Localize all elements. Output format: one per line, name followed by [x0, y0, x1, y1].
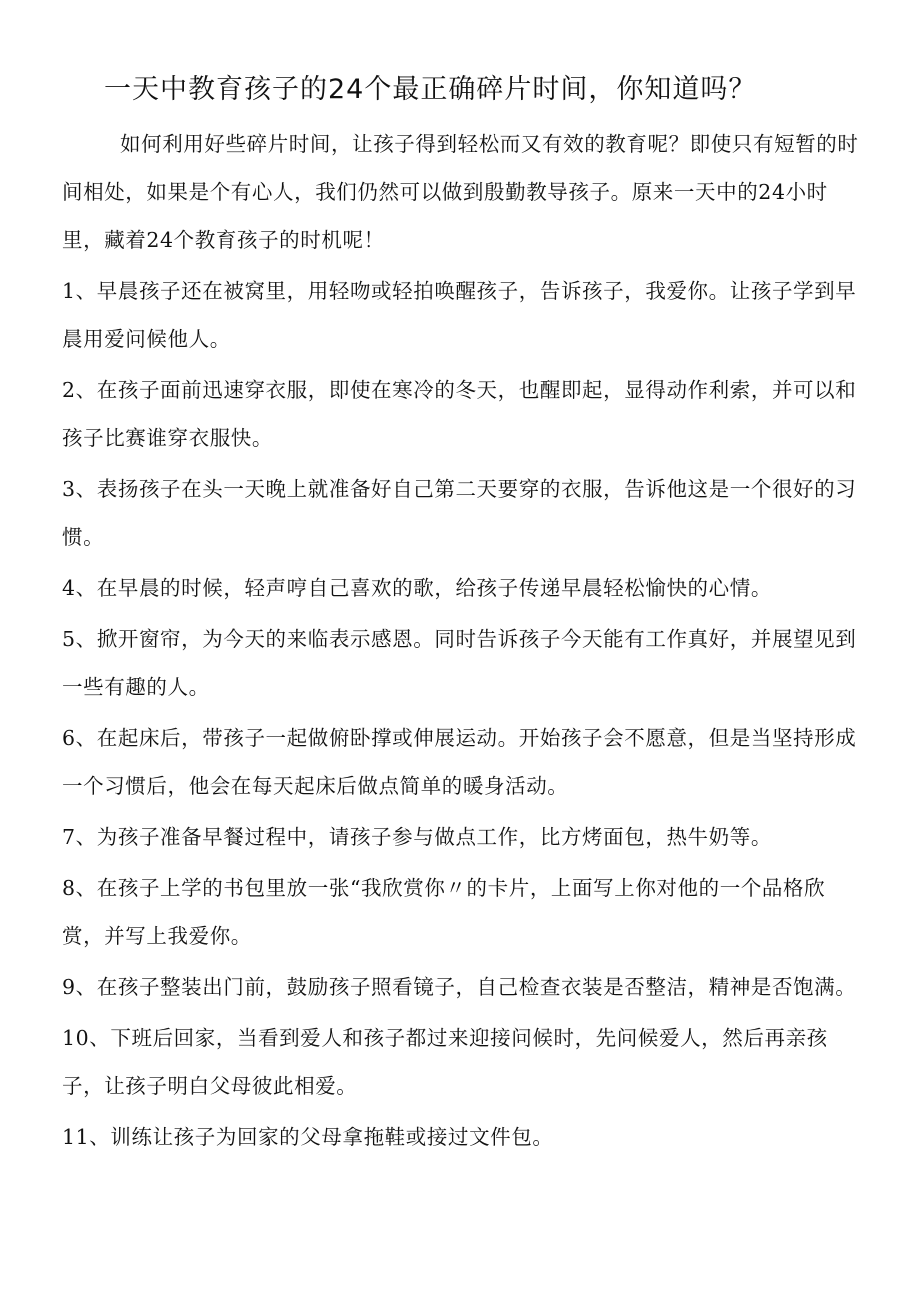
list-item-7: 7、为孩子准备早餐过程中，请孩子参与做点工作，比方烤面包，热牛奶等。	[62, 825, 772, 849]
list-item-1: 1、早晨孩子还在被窝里，用轻吻或轻拍唤醒孩子，告诉孩子，我爱你。让孩子学到早晨用爱问候他人。	[62, 279, 857, 351]
list-item-8: 8、在孩子上学的书包里放一张“我欣赏你〃的卡片，上面写上你对他的一个品格欣赏，并写上我爱你。	[62, 876, 826, 948]
list-item-11: 11、训练让孩子为回家的父母拿拖鞋或接过文件包。	[62, 1125, 554, 1149]
list-item-5: 5、掀开窗帘，为今天的来临表示感恩。同时告诉孩子今天能有工作真好，并展望见到一些有趣的人。	[62, 627, 857, 699]
list-item-3: 3、表扬孩子在头一天晚上就准备好自己第二天要穿的衣服，告诉他这是一个很好的习惯。	[62, 477, 857, 549]
list-item-6: 6、在起床后，带孩子一起做俯卧撑或伸展运动。开始孩子会不愿意，但是当坚持形成一个习惯后，他会在每天起床后做点简单的暖身活动。	[62, 726, 857, 798]
list-item-2: 2、在孩子面前迅速穿衣服，即使在寒冷的冬天，也醒即起，显得动作利索，并可以和孩子比赛谁穿衣服快。	[62, 378, 857, 450]
intro-paragraph: 如何利用好些碎片时间，让孩子得到轻松而又有效的教育呢？即使只有短暂的时间相处，如果是个有心人，我们仍然可以做到殷勤教导孩子。原来一天中的24小时里，藏着24个教育孩子的时机呢！	[62, 132, 859, 252]
list-item-9: 9、在孩子整装出门前，鼓励孩子照看镜子，自己检查衣装是否整洁，精神是否饱满。	[62, 975, 857, 999]
list-item-10: 10、下班后回家，当看到爱人和孩子都过来迎接问候时，先问候爱人，然后再亲孩子，让孩子明白父母彼此相爱。	[62, 1026, 828, 1098]
document-title: 一天中教育孩子的24个最正确碎片时间，你知道吗？	[104, 74, 757, 105]
list-item-4: 4、在早晨的时候，轻声哼自己喜欢的歌，给孩子传递早晨轻松愉快的心情。	[62, 576, 772, 600]
